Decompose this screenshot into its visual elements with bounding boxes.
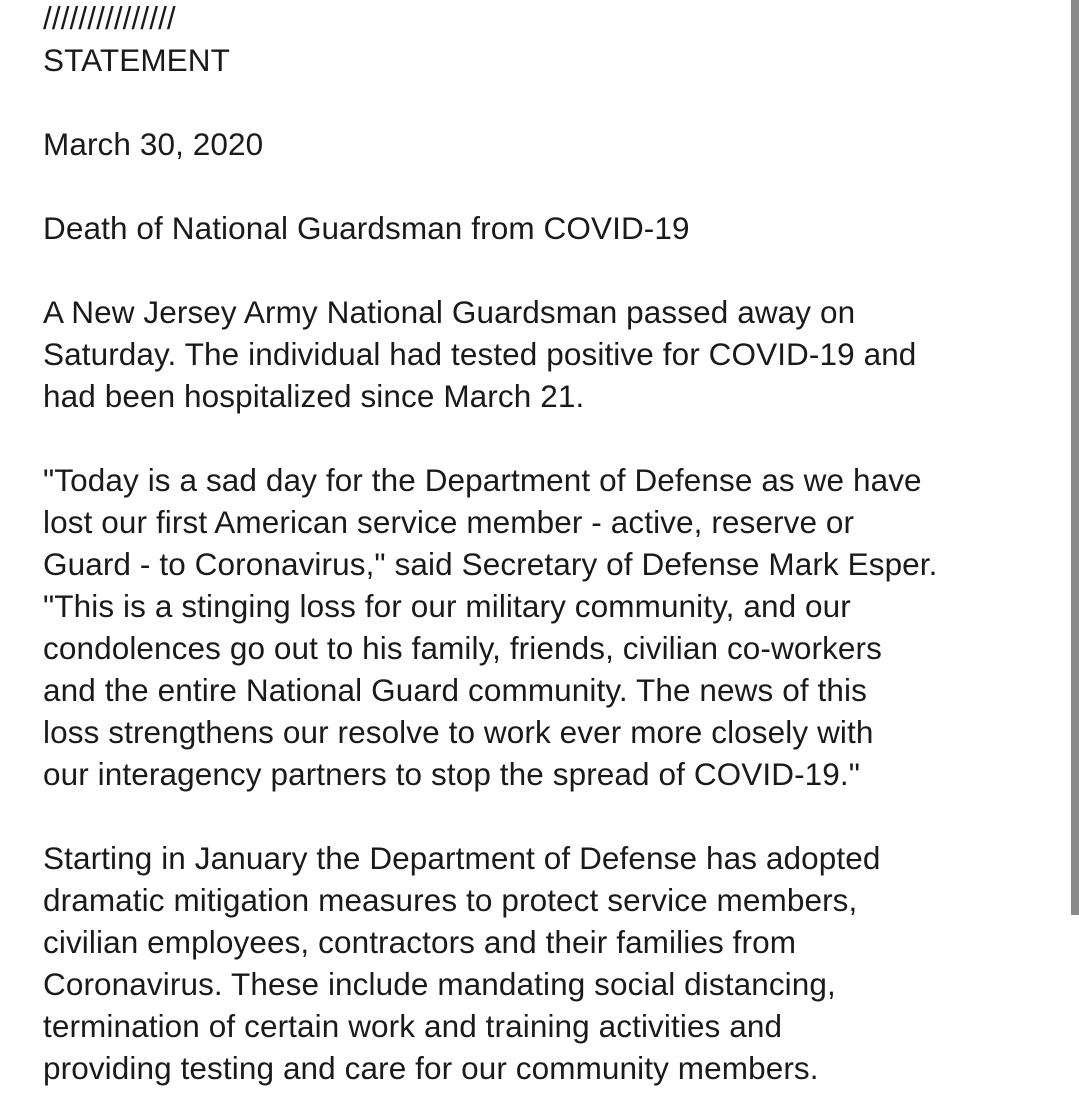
paragraph-line: termination of certain work and training activities and bbox=[43, 1008, 783, 1044]
paragraph-line: A New Jersey Army National Guardsman passed away on bbox=[43, 294, 856, 330]
paragraph-line: civilian employees, contractors and their families from bbox=[43, 924, 797, 960]
statement-heading: STATEMENT bbox=[43, 42, 230, 78]
spacer bbox=[43, 417, 1053, 459]
statement-date: March 30, 2020 bbox=[43, 126, 264, 162]
spacer bbox=[43, 249, 1053, 291]
paragraph-line: lost our first American service member - active, reserve or bbox=[43, 504, 855, 540]
paragraph-line: our interagency partners to stop the spread of COVID-19." bbox=[43, 756, 861, 792]
paragraph-line: dramatic mitigation measures to protect service members, bbox=[43, 882, 858, 918]
statement-title: Death of National Guardsman from COVID-19 bbox=[43, 210, 690, 246]
paragraph-line: Saturday. The individual had tested positive for COVID-19 and bbox=[43, 336, 917, 372]
paragraph-mitigation bbox=[43, 837, 1053, 1089]
vertical-scrollbar[interactable] bbox=[1071, 0, 1079, 915]
paragraph-quote bbox=[43, 459, 1053, 795]
paragraph-line: providing testing and care for our community members. bbox=[43, 1050, 819, 1086]
paragraph-line: Coronavirus. These include mandating social distancing, bbox=[43, 966, 836, 1002]
spacer bbox=[43, 165, 1053, 207]
paragraph-line: "This is a stinging loss for our military community, and our bbox=[43, 588, 851, 624]
paragraph-line: condolences go out to his family, friends, civilian co-workers bbox=[43, 630, 882, 666]
paragraph-line: loss strengthens our resolve to work ever more closely with bbox=[43, 714, 874, 750]
paragraph-line: and the entire National Guard community. The news of this bbox=[43, 672, 867, 708]
paragraph-announcement bbox=[43, 291, 1053, 417]
paragraph-line: "Today is a sad day for the Department of Defense as we have bbox=[43, 462, 922, 498]
paragraph-line: Guard - to Coronavirus," said Secretary of Defense Mark Esper. bbox=[43, 546, 938, 582]
spacer bbox=[43, 795, 1053, 837]
paragraph-line: had been hospitalized since March 21. bbox=[43, 378, 585, 414]
statement-document bbox=[43, 0, 1053, 1089]
spacer bbox=[43, 81, 1053, 123]
paragraph-line: Starting in January the Department of Defense has adopted bbox=[43, 840, 881, 876]
header-marks: /////////////// bbox=[43, 0, 176, 36]
